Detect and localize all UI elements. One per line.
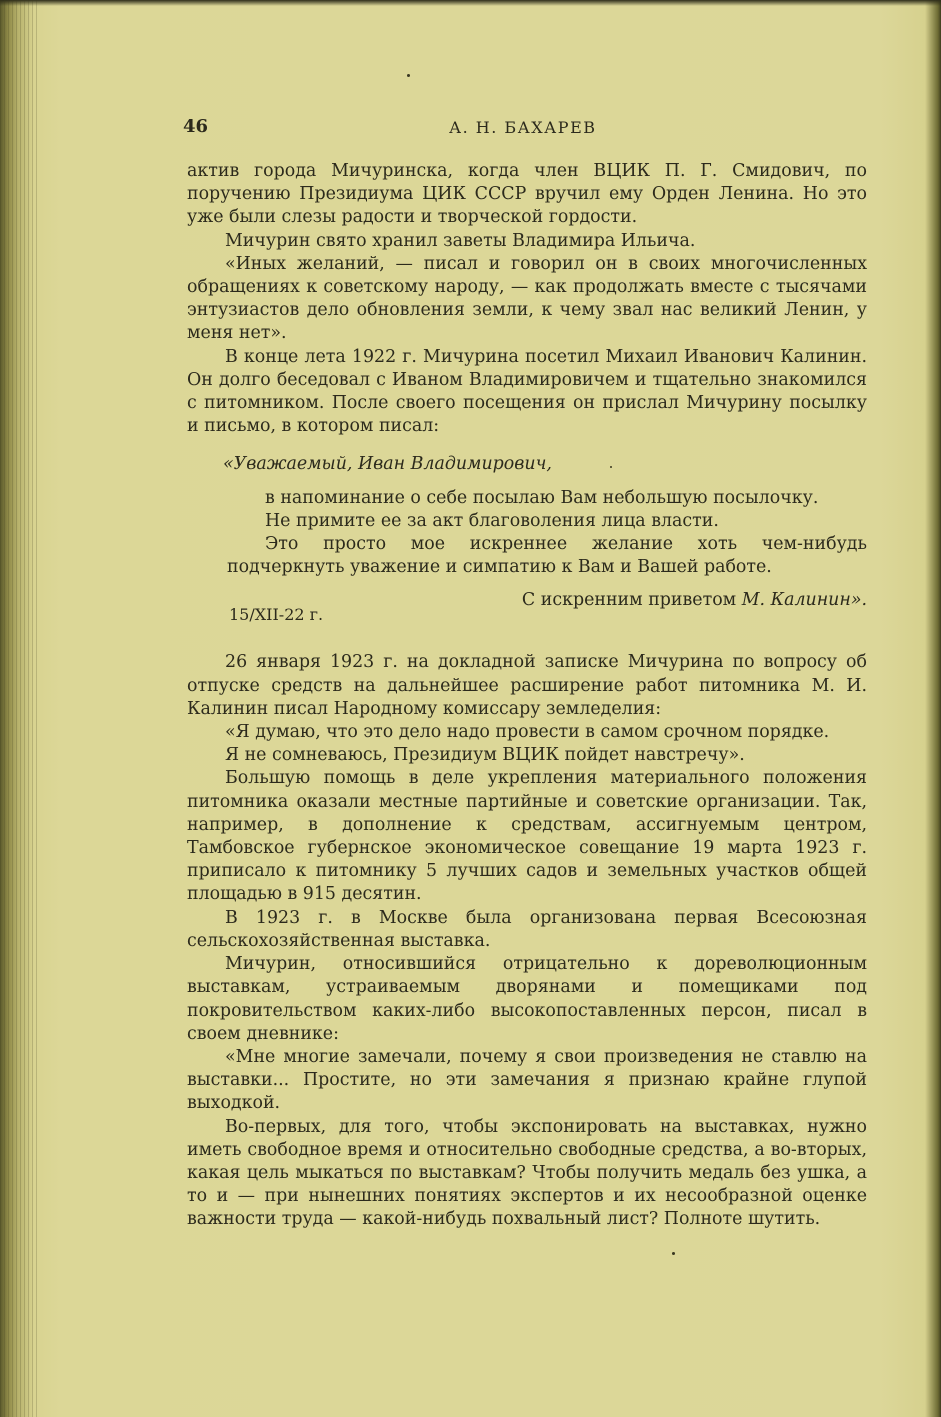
letter-signoff — [522, 589, 867, 612]
paragraph-2: Мичурин свято хранил заветы Владимира Ильича. — [225, 230, 696, 251]
kalinin-letter — [187, 453, 867, 637]
running-header — [183, 116, 868, 142]
header-author: А. Н. БАХАРЕВ — [449, 118, 597, 137]
signoff-text: С искренним приветом — [521, 590, 737, 611]
paragraph-3: «Иных желаний, — писал и говорил он в своих многочисленных обращениях к советскому народу, — как продолжать вместе с тысячами энтузиастов дело обновления земли, к чему звал нас великий Ленин, у меня нет». — [187, 253, 867, 344]
paragraph-8: Мичурин, относившийся отрицательно к дореволюционным выставкам, устраиваемым дворянами и помещиками под покровительством каких-либо высокопоставленных персон, писал в своем дневнике: — [187, 954, 867, 1044]
paragraph-6: Большую помощь в деле укрепления материального положения питомника оказали местные партийные и советские организации. Так, например, в дополнение к средствам, ассигнуемым центром, Тамбовское губернское экономическое совещание 19 марта 1923 г. приписало к питомнику 5 лучших садов и земельных участков общей площадью в 915 десятин. — [187, 768, 867, 905]
letter-date: 15/XII-22 г. — [229, 605, 324, 625]
paragraph-4: В конце лета 1922 г. Мичурина посетил Михаил Иванович Калинин. Он долго беседовал с Иваном Владимировичем и тщательно знакомился с питомником. После своего посещения он прислал Мичурину посылку и письмо, в котором писал: — [187, 346, 867, 437]
page-number: 46 — [183, 116, 209, 137]
page-top-shadow — [0, 0, 941, 6]
signature: М. Калинин». — [741, 590, 867, 611]
print-speck — [610, 466, 612, 468]
paragraph-10: Во-первых, для того, чтобы экспонировать на выставках, нужно иметь свободное время и относительно свободные средства, а во-вторых, какая цель мыкаться по выставкам? Чтобы получить медаль без ушка, а то и — при нынешних понятиях экспертов и их несообразной оценке важности труда — какой-нибудь похвальный лист? Полноте шутить. — [187, 1116, 867, 1230]
quote-line-2: Я не сомневаюсь, Президиум ВЦИК пойдет навстречу». — [225, 745, 745, 766]
letter-signoff-block — [187, 589, 867, 637]
paragraph-1: актив города Мичуринска, когда член ВЦИК П. Г. Смидович, по поручению Президиума ЦИК СССР вручил ему Орден Ленина. Но это уже были слезы радости и творческой гордости. — [187, 161, 867, 228]
letter-line-2: Не примите ее за акт благоволения лица власти. — [265, 510, 719, 531]
letter-line-3: Это просто мое искреннее желание хоть чем-нибудь подчеркнуть уважение и симпатию к Вам и Вашей работе. — [227, 534, 867, 578]
print-speck — [407, 74, 410, 77]
letter-line-1: в напоминание о себе посылаю Вам небольшую посылочку. — [265, 487, 819, 508]
paragraph-7: В 1923 г. в Москве была организована первая Всесоюзная сельскохозяйственная выставка. — [187, 907, 867, 951]
letter-salutation: «Уважаемый, Иван Владимирович, — [223, 454, 552, 475]
quote-line-1: «Я думаю, что это дело надо провести в самом срочном порядке. — [225, 722, 830, 743]
paragraph-9: «Мне многие замечали, почему я свои произведения не ставлю на выставки... Простите, но эти замечания я признаю крайне глупой выходкой. — [187, 1046, 867, 1114]
book-spine-edge — [0, 0, 40, 1417]
paragraph-5: 26 января 1923 г. на докладной записке Мичурина по вопросу об отпуске средств на дальнейшее расширение работ питомника М. И. Калинин писал Народному комиссару земледелия: — [187, 652, 867, 719]
page-body — [187, 160, 867, 1232]
print-speck — [672, 1252, 675, 1255]
